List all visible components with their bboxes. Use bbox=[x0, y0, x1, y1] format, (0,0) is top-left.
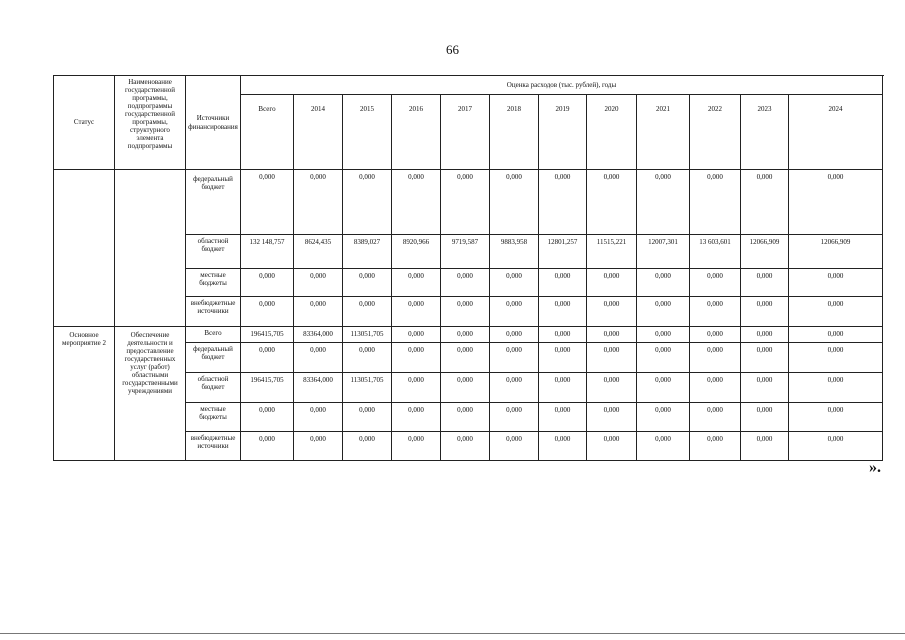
source-cell: Всего bbox=[186, 327, 241, 343]
value-cell: 0,000 bbox=[392, 432, 441, 461]
status-cell bbox=[54, 170, 115, 327]
value-cell: 0,000 bbox=[587, 403, 637, 432]
header-col-2017: 2017 bbox=[441, 95, 490, 170]
value-cell: 8920,966 bbox=[392, 235, 441, 269]
value-cell: 0,000 bbox=[490, 170, 539, 235]
value-cell: 0,000 bbox=[789, 343, 883, 373]
value-cell: 0,000 bbox=[587, 373, 637, 403]
value-cell: 0,000 bbox=[587, 343, 637, 373]
value-cell: 0,000 bbox=[343, 432, 392, 461]
value-cell: 0,000 bbox=[789, 297, 883, 327]
header-source: Источники финансирования bbox=[186, 76, 241, 170]
source-cell: внебюджетные источники bbox=[186, 297, 241, 327]
value-cell: 0,000 bbox=[392, 170, 441, 235]
value-cell: 0,000 bbox=[539, 343, 587, 373]
value-cell: 0,000 bbox=[690, 343, 741, 373]
value-cell: 0,000 bbox=[539, 269, 587, 297]
value-cell: 113051,705 bbox=[343, 327, 392, 343]
value-cell: 0,000 bbox=[392, 343, 441, 373]
value-cell: 0,000 bbox=[539, 297, 587, 327]
value-cell: 0,000 bbox=[441, 297, 490, 327]
value-cell: 0,000 bbox=[690, 373, 741, 403]
table-row bbox=[54, 170, 883, 235]
name-cell: Обеспечение деятельности и предоставление государственных услуг (работ) областными государственными учреждениями bbox=[115, 327, 186, 461]
value-cell: 0,000 bbox=[343, 170, 392, 235]
source-cell: внебюджетные источники bbox=[186, 432, 241, 461]
value-cell: 83364,000 bbox=[294, 327, 343, 343]
value-cell: 196415,705 bbox=[241, 373, 294, 403]
value-cell: 0,000 bbox=[490, 403, 539, 432]
value-cell: 0,000 bbox=[789, 432, 883, 461]
value-cell: 0,000 bbox=[690, 403, 741, 432]
value-cell: 0,000 bbox=[587, 327, 637, 343]
header-col-total: Всего bbox=[241, 95, 294, 170]
value-cell: 0,000 bbox=[741, 297, 789, 327]
value-cell: 0,000 bbox=[343, 269, 392, 297]
value-cell: 0,000 bbox=[294, 297, 343, 327]
value-cell: 0,000 bbox=[637, 373, 690, 403]
header-col-2015: 2015 bbox=[343, 95, 392, 170]
value-cell: 0,000 bbox=[741, 170, 789, 235]
value-cell: 0,000 bbox=[392, 403, 441, 432]
value-cell: 83364,000 bbox=[294, 373, 343, 403]
value-cell: 0,000 bbox=[343, 403, 392, 432]
value-cell: 0,000 bbox=[441, 343, 490, 373]
header-col-2024: 2024 bbox=[789, 95, 883, 170]
value-cell: 0,000 bbox=[637, 432, 690, 461]
value-cell: 0,000 bbox=[490, 327, 539, 343]
value-cell: 0,000 bbox=[392, 327, 441, 343]
value-cell: 0,000 bbox=[539, 373, 587, 403]
value-cell: 0,000 bbox=[741, 327, 789, 343]
value-cell: 0,000 bbox=[690, 297, 741, 327]
value-cell: 11515,221 bbox=[587, 235, 637, 269]
value-cell: 0,000 bbox=[241, 432, 294, 461]
source-cell: областной бюджет bbox=[186, 373, 241, 403]
value-cell: 0,000 bbox=[789, 403, 883, 432]
value-cell: 0,000 bbox=[789, 269, 883, 297]
value-cell: 0,000 bbox=[539, 170, 587, 235]
value-cell: 12801,257 bbox=[539, 235, 587, 269]
value-cell: 0,000 bbox=[441, 373, 490, 403]
value-cell: 0,000 bbox=[490, 343, 539, 373]
source-cell: федеральный бюджет bbox=[186, 343, 241, 373]
value-cell: 12007,301 bbox=[637, 235, 690, 269]
value-cell: 0,000 bbox=[690, 170, 741, 235]
value-cell: 0,000 bbox=[690, 327, 741, 343]
value-cell: 0,000 bbox=[789, 327, 883, 343]
value-cell: 0,000 bbox=[587, 432, 637, 461]
header-estimate: Оценка расходов (тыс. рублей), годы bbox=[241, 76, 883, 95]
value-cell: 0,000 bbox=[539, 403, 587, 432]
value-cell: 9719,587 bbox=[441, 235, 490, 269]
value-cell: 0,000 bbox=[392, 297, 441, 327]
value-cell: 0,000 bbox=[294, 170, 343, 235]
value-cell: 0,000 bbox=[294, 432, 343, 461]
value-cell: 0,000 bbox=[490, 432, 539, 461]
value-cell: 132 148,757 bbox=[241, 235, 294, 269]
header-status: Статус bbox=[54, 76, 115, 170]
value-cell: 0,000 bbox=[789, 373, 883, 403]
header-col-2014: 2014 bbox=[294, 95, 343, 170]
header-col-2016: 2016 bbox=[392, 95, 441, 170]
value-cell: 0,000 bbox=[741, 403, 789, 432]
value-cell: 0,000 bbox=[637, 403, 690, 432]
value-cell: 0,000 bbox=[294, 343, 343, 373]
value-cell: 8624,435 bbox=[294, 235, 343, 269]
value-cell: 0,000 bbox=[441, 170, 490, 235]
value-cell: 0,000 bbox=[490, 297, 539, 327]
source-cell: местные бюджеты bbox=[186, 403, 241, 432]
value-cell: 0,000 bbox=[392, 269, 441, 297]
value-cell: 12066,909 bbox=[789, 235, 883, 269]
header-col-2019: 2019 bbox=[539, 95, 587, 170]
value-cell: 0,000 bbox=[741, 269, 789, 297]
value-cell: 8389,027 bbox=[343, 235, 392, 269]
value-cell: 0,000 bbox=[637, 327, 690, 343]
value-cell: 0,000 bbox=[294, 403, 343, 432]
value-cell: 0,000 bbox=[441, 432, 490, 461]
source-cell: областной бюджет bbox=[186, 235, 241, 269]
value-cell: 0,000 bbox=[637, 170, 690, 235]
budget-table bbox=[53, 75, 883, 461]
header-col-2022: 2022 bbox=[690, 95, 741, 170]
header-col-2020: 2020 bbox=[587, 95, 637, 170]
value-cell: 0,000 bbox=[241, 170, 294, 235]
value-cell: 0,000 bbox=[241, 269, 294, 297]
value-cell: 0,000 bbox=[539, 432, 587, 461]
value-cell: 0,000 bbox=[637, 343, 690, 373]
header-col-2023: 2023 bbox=[741, 95, 789, 170]
value-cell: 0,000 bbox=[441, 403, 490, 432]
value-cell: 0,000 bbox=[741, 432, 789, 461]
value-cell: 0,000 bbox=[690, 432, 741, 461]
page-number: 66 bbox=[446, 42, 459, 57]
value-cell: 0,000 bbox=[741, 373, 789, 403]
header-name: Наименование государственной программы, подпрограммы государственной программы, структурного элемента подпрограммы bbox=[115, 76, 186, 170]
value-cell: 0,000 bbox=[343, 297, 392, 327]
value-cell: 0,000 bbox=[441, 327, 490, 343]
value-cell: 13 603,601 bbox=[690, 235, 741, 269]
value-cell: 0,000 bbox=[637, 297, 690, 327]
value-cell: 0,000 bbox=[241, 297, 294, 327]
value-cell: 0,000 bbox=[587, 269, 637, 297]
value-cell: 196415,705 bbox=[241, 327, 294, 343]
value-cell: 0,000 bbox=[741, 343, 789, 373]
value-cell: 9883,958 bbox=[490, 235, 539, 269]
value-cell: 113051,705 bbox=[343, 373, 392, 403]
header-col-2018: 2018 bbox=[490, 95, 539, 170]
value-cell: 0,000 bbox=[241, 403, 294, 432]
page-edge-line bbox=[0, 633, 905, 634]
source-cell: местные бюджеты bbox=[186, 269, 241, 297]
value-cell: 0,000 bbox=[690, 269, 741, 297]
value-cell: 0,000 bbox=[587, 170, 637, 235]
status-cell: Основное мероприятие 2 bbox=[54, 327, 115, 461]
value-cell: 0,000 bbox=[789, 170, 883, 235]
value-cell: 12066,909 bbox=[741, 235, 789, 269]
table-header bbox=[54, 76, 883, 170]
value-cell: 0,000 bbox=[241, 343, 294, 373]
value-cell: 0,000 bbox=[490, 269, 539, 297]
value-cell: 0,000 bbox=[392, 373, 441, 403]
closing-quote: ». bbox=[869, 459, 881, 476]
name-cell bbox=[115, 170, 186, 327]
value-cell: 0,000 bbox=[539, 327, 587, 343]
value-cell: 0,000 bbox=[490, 373, 539, 403]
value-cell: 0,000 bbox=[441, 269, 490, 297]
value-cell: 0,000 bbox=[637, 269, 690, 297]
source-cell: федеральный бюджет bbox=[186, 170, 241, 235]
value-cell: 0,000 bbox=[587, 297, 637, 327]
table-row bbox=[54, 327, 883, 343]
value-cell: 0,000 bbox=[294, 269, 343, 297]
header-col-2021: 2021 bbox=[637, 95, 690, 170]
value-cell: 0,000 bbox=[343, 343, 392, 373]
